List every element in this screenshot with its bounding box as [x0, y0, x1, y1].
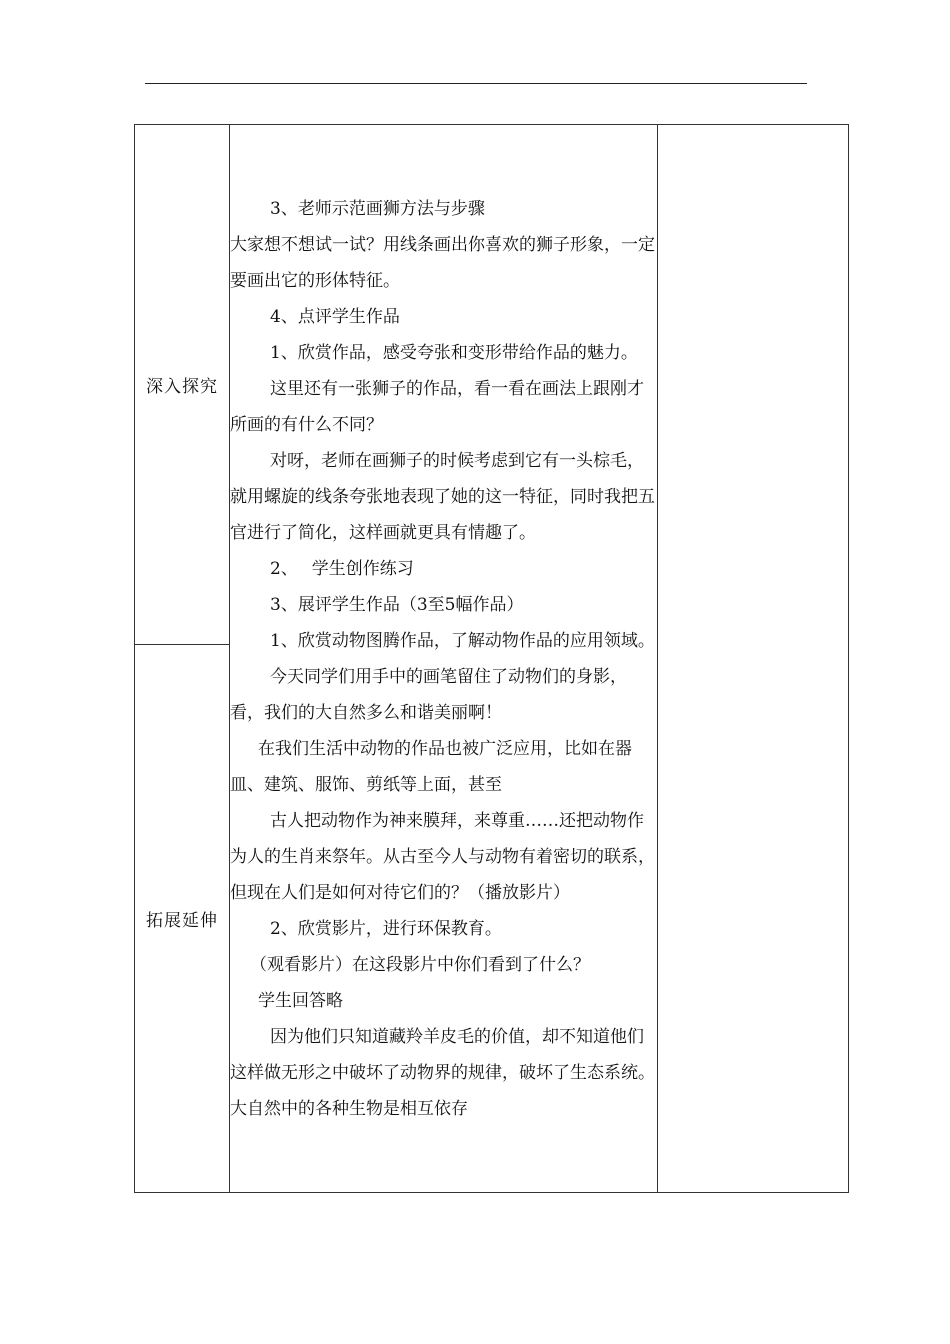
paragraph: 因为他们只知道藏羚羊皮毛的价值，却不知道他们这样做无形之中破坏了动物界的规律，破坏了生态系统。大自然中的各种生物是相互依存 — [230, 1026, 655, 1119]
paragraph: 学生回答略 — [258, 990, 343, 1011]
paragraph: （观看影片）在这段影片中你们看到了什么？ — [250, 954, 590, 975]
paragraph: 3、展评学生作品（3至5幅作品） — [270, 594, 524, 615]
notes-cell — [658, 125, 849, 1193]
paragraph: 4、点评学生作品 — [270, 306, 400, 327]
content-cell — [230, 125, 658, 1193]
stage-cell-explore — [135, 125, 230, 645]
paragraph: 今天同学们用手中的画笔留住了动物们的身影，看，我们的大自然多么和谐美丽啊！ — [230, 666, 627, 723]
paragraph: 2、欣赏影片，进行环保教育。 — [270, 918, 502, 939]
paragraph: 2、 学生创作练习 — [270, 558, 414, 579]
header-rule — [145, 83, 807, 84]
paragraph: 对呀，老师在画狮子的时候考虑到它有一头棕毛，就用螺旋的线条夸张地表现了她的这一特征，同时我把五官进行了简化，这样画就更具有情趣了。 — [230, 450, 655, 543]
paragraph: 3、老师示范画狮方法与步骤 — [270, 198, 485, 219]
paragraph: 大家想不想试一试？用线条画出你喜欢的狮子形象，一定要画出它的形体特征。 — [230, 234, 655, 291]
stage-label-extend: 拓展延伸 — [146, 911, 218, 931]
paragraph: 古人把动物作为神来膜拜，来尊重……还把动物作为人的生肖来祭年。从古至今人与动物有着密切的联系，但现在人们是如何对待它们的？（播放影片） — [230, 810, 655, 903]
paragraph: 这里还有一张狮子的作品，看一看在画法上跟刚才所画的有什么不同？ — [230, 378, 644, 435]
paragraph: 1、欣赏作品，感受夸张和变形带给作品的魅力。 — [270, 342, 638, 363]
lesson-table — [134, 124, 849, 1193]
stage-label-explore: 深入探究 — [146, 377, 218, 397]
paragraph: 在我们生活中动物的作品也被广泛应用，比如在器皿、建筑、服饰、剪纸等上面，甚至 — [230, 738, 632, 795]
paragraph: 1、欣赏动物图腾作品，了解动物作品的应用领域。 — [270, 630, 655, 651]
stage-cell-extend — [135, 645, 230, 1193]
